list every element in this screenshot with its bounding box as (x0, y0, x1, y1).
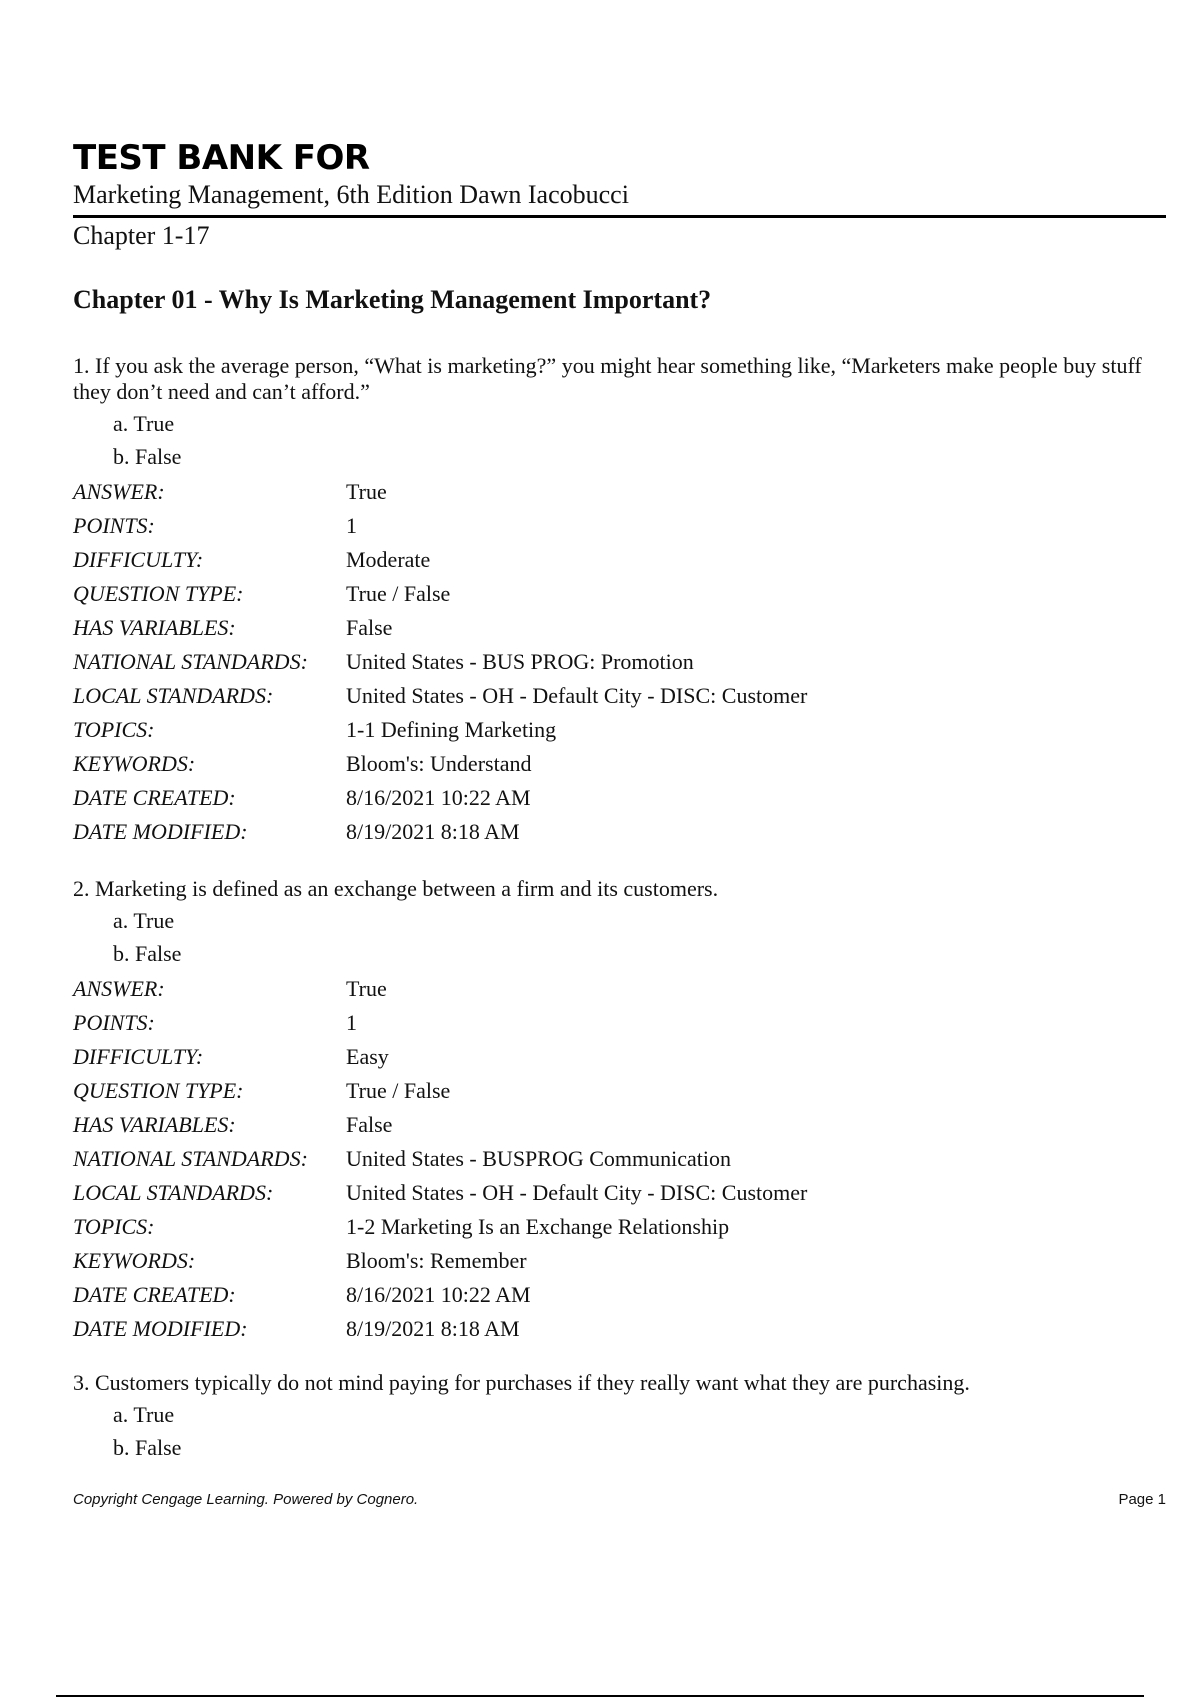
page-footer (73, 1490, 1166, 1510)
answer-options (73, 1398, 1173, 1464)
option-a: a. True (113, 908, 175, 933)
question-3 (73, 1370, 1173, 1464)
option-b: b. False (113, 941, 182, 966)
chapter-range: Chapter 1-17 (73, 221, 210, 250)
document-header (73, 138, 1166, 254)
meta-value: 8/16/2021 10:22 AM (346, 1282, 531, 1307)
document-subtitle: Marketing Management, 6th Edition Dawn Iacobucci (73, 178, 1166, 218)
meta-row-local-standards (73, 1176, 1173, 1210)
meta-row-topics (73, 1210, 1173, 1244)
meta-row-national-standards (73, 1142, 1173, 1176)
meta-key: KEYWORDS: (73, 1248, 196, 1273)
question-stem: 2. Marketing is defined as an exchange between a firm and its customers. (73, 876, 719, 901)
meta-row-points (73, 509, 1173, 543)
meta-key: ANSWER: (73, 479, 165, 504)
meta-row-national-standards (73, 645, 1173, 679)
page-number: Page 1 (1118, 1491, 1166, 1508)
question-2 (73, 876, 1173, 1346)
meta-key: NATIONAL STANDARDS: (73, 649, 308, 674)
option-a: a. True (113, 411, 175, 436)
meta-row-has-variables (73, 1108, 1173, 1142)
meta-row-question-type (73, 1074, 1173, 1108)
meta-key: NATIONAL STANDARDS: (73, 1146, 308, 1171)
meta-row-has-variables (73, 611, 1173, 645)
meta-value: True / False (346, 1078, 451, 1103)
meta-key: ANSWER: (73, 976, 165, 1001)
meta-value: Bloom's: Understand (346, 751, 532, 776)
meta-key: LOCAL STANDARDS: (73, 683, 274, 708)
document-title: TEST BANK FOR (73, 138, 370, 178)
meta-value: 1-1 Defining Marketing (346, 717, 557, 742)
chapter-heading: Chapter 01 - Why Is Marketing Management Important? (73, 285, 712, 314)
meta-key: QUESTION TYPE: (73, 581, 244, 606)
meta-value: False (346, 1112, 393, 1137)
bottom-divider (56, 1695, 1144, 1697)
meta-row-answer (73, 972, 1173, 1006)
meta-key: DIFFICULTY: (73, 547, 204, 572)
meta-key: LOCAL STANDARDS: (73, 1180, 274, 1205)
question-stem: 1. If you ask the average person, “What is marketing?” you might hear something like, “Marketers make people buy stuff they don’t need and can’t afford.” (73, 353, 1142, 404)
meta-key: DATE CREATED: (73, 1282, 236, 1307)
option-a: a. True (113, 1402, 175, 1427)
question-1 (73, 353, 1173, 849)
meta-value: United States - BUSPROG Communication (346, 1146, 731, 1171)
answer-options (73, 407, 1173, 473)
option-b: b. False (113, 1435, 182, 1460)
option-b: b. False (113, 444, 182, 469)
meta-row-local-standards (73, 679, 1173, 713)
question-metadata (73, 475, 1173, 849)
meta-value: 1 (346, 513, 357, 538)
meta-key: POINTS: (73, 513, 155, 538)
meta-value: United States - OH - Default City - DISC: Customer (346, 683, 808, 708)
meta-value: Bloom's: Remember (346, 1248, 527, 1273)
meta-row-difficulty (73, 543, 1173, 577)
meta-row-keywords (73, 747, 1173, 781)
question-stem: 3. Customers typically do not mind paying for purchases if they really want what they are purchasing. (73, 1370, 970, 1395)
meta-row-answer (73, 475, 1173, 509)
meta-value: United States - OH - Default City - DISC: Customer (346, 1180, 808, 1205)
meta-value: Moderate (346, 547, 431, 572)
copyright-notice: Copyright Cengage Learning. Powered by Cognero. (73, 1491, 419, 1508)
meta-row-points (73, 1006, 1173, 1040)
meta-row-question-type (73, 577, 1173, 611)
meta-key: HAS VARIABLES: (73, 1112, 236, 1137)
meta-value: 1-2 Marketing Is an Exchange Relationship (346, 1214, 730, 1239)
meta-row-date-created (73, 1278, 1173, 1312)
meta-row-date-modified (73, 815, 1173, 849)
meta-row-difficulty (73, 1040, 1173, 1074)
meta-value: False (346, 615, 393, 640)
meta-value: True (346, 479, 387, 504)
meta-value: True (346, 976, 387, 1001)
meta-key: DATE MODIFIED: (73, 819, 248, 844)
meta-value: United States - BUS PROG: Promotion (346, 649, 694, 674)
meta-value: Easy (346, 1044, 389, 1069)
meta-key: QUESTION TYPE: (73, 1078, 244, 1103)
meta-key: POINTS: (73, 1010, 155, 1035)
meta-value: 1 (346, 1010, 357, 1035)
meta-key: HAS VARIABLES: (73, 615, 236, 640)
meta-row-date-created (73, 781, 1173, 815)
meta-row-keywords (73, 1244, 1173, 1278)
meta-row-topics (73, 713, 1173, 747)
meta-value: 8/19/2021 8:18 AM (346, 1316, 520, 1341)
meta-key: DATE CREATED: (73, 785, 236, 810)
meta-row-date-modified (73, 1312, 1173, 1346)
meta-key: DATE MODIFIED: (73, 1316, 248, 1341)
meta-value: 8/19/2021 8:18 AM (346, 819, 520, 844)
meta-key: TOPICS: (73, 1214, 155, 1239)
answer-options (73, 904, 1173, 970)
meta-key: DIFFICULTY: (73, 1044, 204, 1069)
meta-value: 8/16/2021 10:22 AM (346, 785, 531, 810)
meta-key: KEYWORDS: (73, 751, 196, 776)
question-metadata (73, 972, 1173, 1346)
meta-key: TOPICS: (73, 717, 155, 742)
meta-value: True / False (346, 581, 451, 606)
